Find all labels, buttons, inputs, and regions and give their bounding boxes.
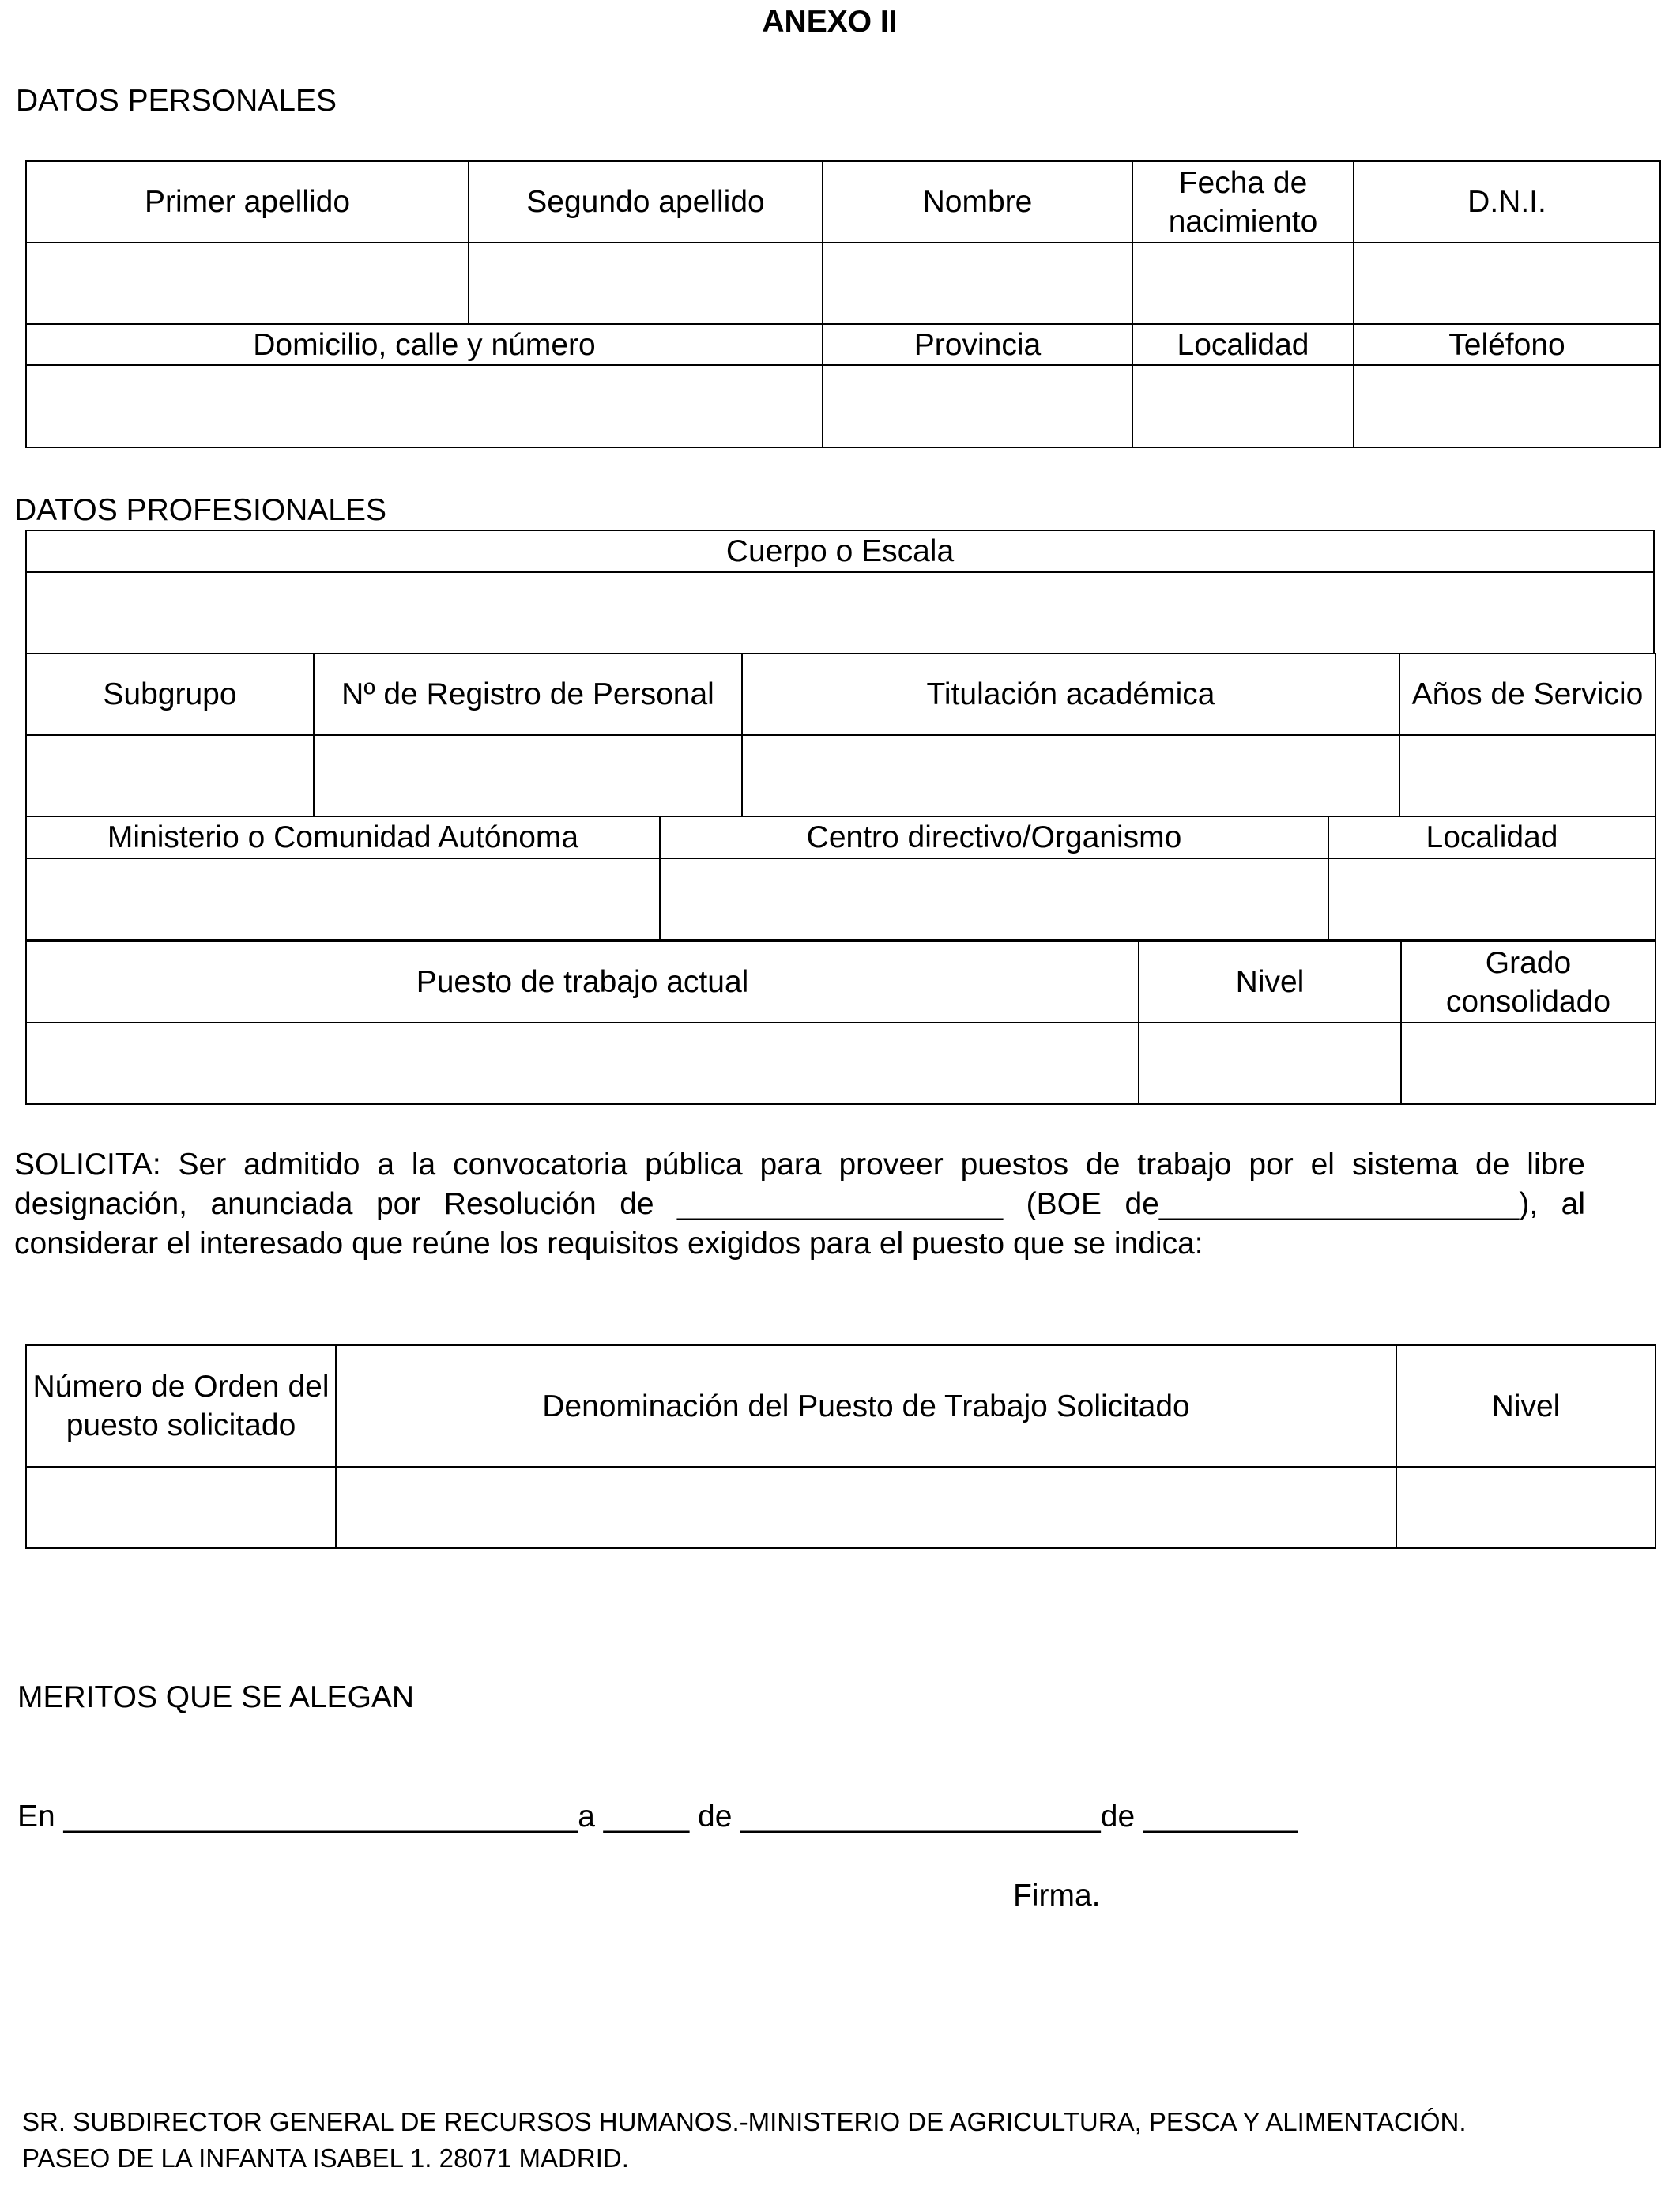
- input-centro-directivo[interactable]: [660, 858, 1328, 940]
- input-puesto-actual[interactable]: [26, 1023, 1139, 1104]
- date-place-line[interactable]: En ______________________________a _____ de _____________________de _________: [17, 1800, 1298, 1834]
- header-ministerio: Ministerio o Comunidad Autónoma: [26, 816, 660, 858]
- input-anos-servicio[interactable]: [1399, 735, 1656, 816]
- header-provincia: Provincia: [823, 324, 1132, 365]
- header-nivel-actual: Nivel: [1139, 941, 1401, 1023]
- header-cuerpo-escala: Cuerpo o Escala: [26, 530, 1654, 572]
- solicita-paragraph: SOLICITA: Ser admitido a la convocatoria pública para proveer puestos de trabajo por el sistema de libre designación, anunciada por Resolución de ___________________ (BOE de_____________________), al considerar el interesado que reúne los requisitos exigidos para el puesto que se indica:: [14, 1148, 1585, 1261]
- input-denominacion-puesto[interactable]: [336, 1467, 1396, 1548]
- professional-data-heading: DATOS PROFESIONALES: [14, 493, 387, 527]
- header-numero-orden: Número de Orden del puesto solicitado: [26, 1345, 336, 1467]
- footer-address-line2: PASEO DE LA INFANTA ISABEL 1. 28071 MADRID.: [22, 2143, 629, 2173]
- header-subgrupo: Subgrupo: [26, 654, 314, 735]
- personal-data-table: [25, 160, 1661, 448]
- page-title: ANEXO II: [762, 5, 898, 39]
- header-puesto-actual: Puesto de trabajo actual: [26, 941, 1139, 1023]
- header-registro-personal: Nº de Registro de Personal: [314, 654, 742, 735]
- input-registro-personal[interactable]: [314, 735, 742, 816]
- header-anos-servicio: Años de Servicio: [1399, 654, 1656, 735]
- input-nivel-actual[interactable]: [1139, 1023, 1401, 1104]
- header-telefono: Teléfono: [1354, 324, 1660, 365]
- input-subgrupo[interactable]: [26, 735, 314, 816]
- puesto-actual-table: [25, 941, 1656, 1105]
- input-ministerio[interactable]: [26, 858, 660, 940]
- ministerio-table: [25, 816, 1656, 941]
- cuerpo-table: [25, 530, 1655, 654]
- input-nivel-solicitado[interactable]: [1396, 1467, 1656, 1548]
- input-localidad-profesional[interactable]: [1328, 858, 1656, 940]
- input-numero-orden[interactable]: [26, 1467, 336, 1548]
- header-segundo-apellido: Segundo apellido: [469, 161, 823, 243]
- input-grado-consolidado[interactable]: [1401, 1023, 1656, 1104]
- header-grado-consolidado: Grado consolidado: [1401, 941, 1656, 1023]
- input-dni[interactable]: [1354, 243, 1660, 324]
- input-domicilio[interactable]: [26, 365, 823, 447]
- header-titulacion: Titulación académica: [742, 654, 1399, 735]
- footer-address-line1: SR. SUBDIRECTOR GENERAL DE RECURSOS HUMANOS.-MINISTERIO DE AGRICULTURA, PESCA Y ALIMENTACIÓN.: [22, 2107, 1467, 2136]
- input-fecha-nacimiento[interactable]: [1132, 243, 1354, 324]
- header-primer-apellido: Primer apellido: [26, 161, 469, 243]
- meritos-heading: MERITOS QUE SE ALEGAN: [17, 1680, 415, 1714]
- header-dni: D.N.I.: [1354, 161, 1660, 243]
- header-denominacion-puesto: Denominación del Puesto de Trabajo Solicitado: [336, 1345, 1396, 1467]
- firma-label: Firma.: [1013, 1879, 1101, 1913]
- input-titulacion[interactable]: [742, 735, 1399, 816]
- input-provincia[interactable]: [823, 365, 1132, 447]
- header-nombre: Nombre: [823, 161, 1132, 243]
- puesto-solicitado-table: [25, 1344, 1656, 1549]
- header-nivel-solicitado: Nivel: [1396, 1345, 1656, 1467]
- input-localidad[interactable]: [1132, 365, 1354, 447]
- personal-data-heading: DATOS PERSONALES: [16, 84, 337, 118]
- input-cuerpo-escala[interactable]: [26, 572, 1654, 654]
- input-telefono[interactable]: [1354, 365, 1660, 447]
- header-fecha-nacimiento: Fecha de nacimiento: [1132, 161, 1354, 243]
- header-domicilio: Domicilio, calle y número: [26, 324, 823, 365]
- input-segundo-apellido[interactable]: [469, 243, 823, 324]
- header-centro-directivo: Centro directivo/Organismo: [660, 816, 1328, 858]
- input-primer-apellido[interactable]: [26, 243, 469, 324]
- input-nombre[interactable]: [823, 243, 1132, 324]
- header-localidad-profesional: Localidad: [1328, 816, 1656, 858]
- subgrupo-table: [25, 653, 1656, 817]
- header-localidad: Localidad: [1132, 324, 1354, 365]
